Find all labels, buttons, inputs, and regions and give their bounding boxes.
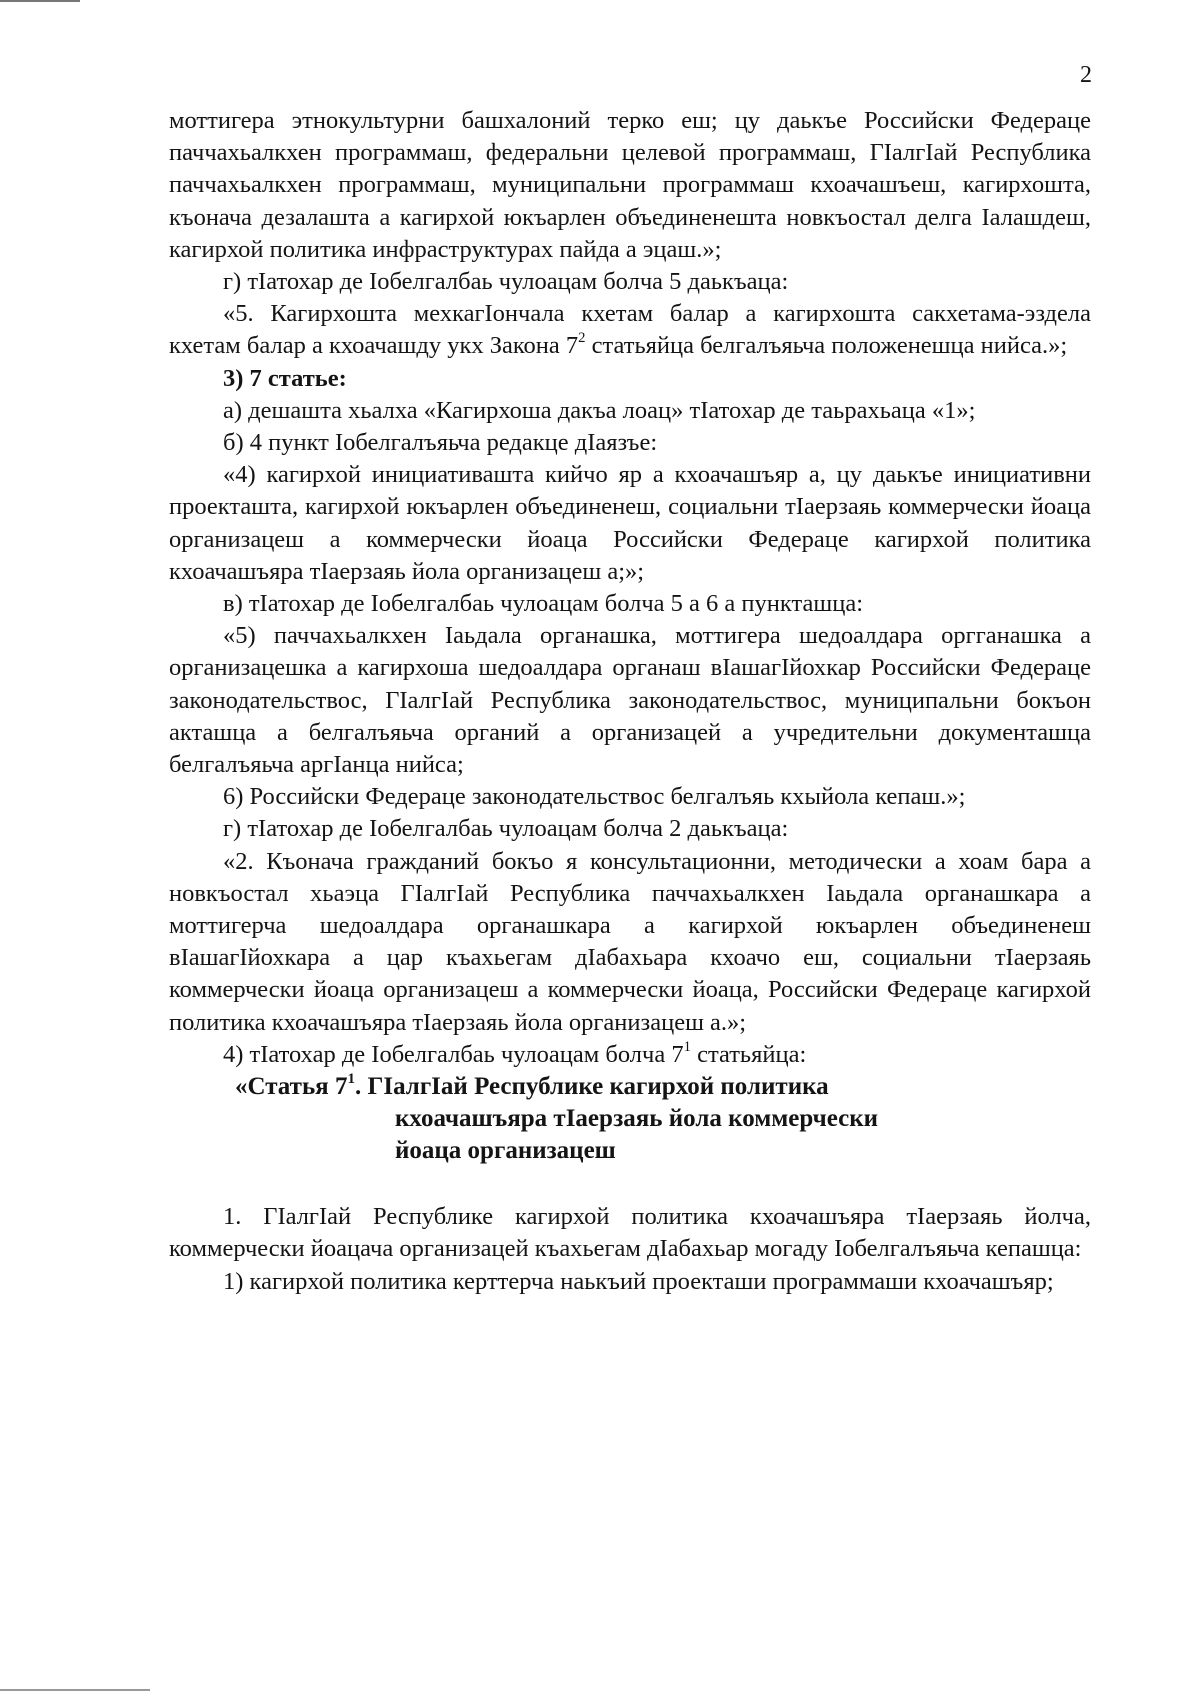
superscript: 2 bbox=[578, 330, 586, 347]
paragraph: г) тIатохар де Iобелгалбаь чулоацам болча 5 даькъаца: bbox=[223, 268, 789, 296]
paragraph: г) тIатохар де Iобелгалбаь чулоацам болча 2 даькъаца: bbox=[223, 815, 789, 843]
paragraph: «5. Кагирхошта мехкагIончала кхетам балар а кагирхошта сакхетама-эздела кхетам балар а кхоачашду укх Закона $7^2$ статьяйца белгалъяьча положенешца нийса.»; bbox=[169, 300, 1091, 360]
paragraph: 1. ГIалгIай Республике кагирхой политика кхоачашъяра тIаерзаяь йолча, коммерчески йоацача организацей къахьегам дIабахьар могаду Iобелгалъяьча кепашца: bbox=[169, 1203, 1091, 1263]
paragraph: б) 4 пункт Iобелгалъяьча редакце дIаязъе: bbox=[223, 429, 658, 457]
section-heading: 3) 7 статье: bbox=[223, 364, 347, 392]
scan-edge-line bbox=[0, 1689, 150, 1691]
paragraph: моттигера этнокультурни башхалоний терко еш; цу даькъе Российски Федераце паччахьалкхен программаш, федеральни целевой программаш, ГIалгIай Республика паччахьалкхен программаш, муниципальни программаш кхоачашъеш, кагирхошта, къонача дезалашта а кагирхой юкъарлен объединенешта новкъостал делга Iалашдеш, кагирхой политика инфраструктурах пайда а эцаш.»; bbox=[169, 107, 1091, 263]
paragraph: а) дешашта хьалха «Кагирхоша дакъа лоац» тIатохар де таьрахьаца «1»; bbox=[223, 396, 976, 424]
superscript: 1 bbox=[683, 1038, 691, 1055]
article-heading: «Статья $7^1$. ГIалгIай Республике кагирхой политика кхоачашъяра тIаерзаяь йола коммерчески йоаца организацеш bbox=[235, 1070, 879, 1165]
scan-edge-line bbox=[0, 0, 80, 2]
page-number: 2 bbox=[1080, 62, 1092, 88]
paragraph: «4) кагирхой инициативашта кийчо яр а кхоачашъяр а, цу даькъе инициативни проекташта, кагирхой юкъарлен объединенеш, социальни тIаерзаяь коммерчески йоаца организацеш а коммерчески йоаца Российски Федераце кагирхой политика кхоачашъяра тIаерзаяь йола организацеш а;»; bbox=[169, 461, 1091, 585]
paragraph: в) тIатохар де Iобелгалбаь чулоацам болча 5 а 6 а пункташца: bbox=[223, 590, 864, 618]
paragraph: 1) кагирхой политика керттерча наькъий проекташи программаши кхоачашъяр; bbox=[223, 1267, 1054, 1295]
document-body bbox=[169, 105, 1091, 1298]
paragraph: 6) Российски Федераце законодательствос белгалъяь кхыйола кепаш.»; bbox=[223, 783, 966, 811]
paragraph: «5) паччахьалкхен Iаьдала органашка, моттигера шедоалдара оргганашка а организацешка а кагирхоша шедоалдара органаш вIашагIйохкар Российски Федераце законодательствос, ГIалгIай Республика законодательствос, муниципальни бокъон акташца а белгалъяьча органий а организацей а учредительни документашца белгалъяьча аргIанца нийса; bbox=[169, 622, 1091, 779]
paragraph: 4) тIатохар де Iобелгалбаь чулоацам болча $7^1$ статьяйца: bbox=[223, 1038, 807, 1068]
paragraph: «2. Къонача гражданий бокъо я консультационни, методически а хоам бара а новкъостал хьаэца ГIалгIай Республика паччахьалкхен Iаьдала органашкара а моттигерча шедоалдара органашкара а кагирхой юкъарлен объединенеш вIашагIйохкара а цар къахьегам дIабахьара кхоачо еш, социальни тIаерзаяь коммерчески йоаца организацеш а коммерчески йоаца, Российски Федераце кагирхой политика кхоачашъяра тIаерзаяь йола организацеш а.»; bbox=[169, 847, 1091, 1036]
superscript: 1 bbox=[347, 1070, 355, 1087]
